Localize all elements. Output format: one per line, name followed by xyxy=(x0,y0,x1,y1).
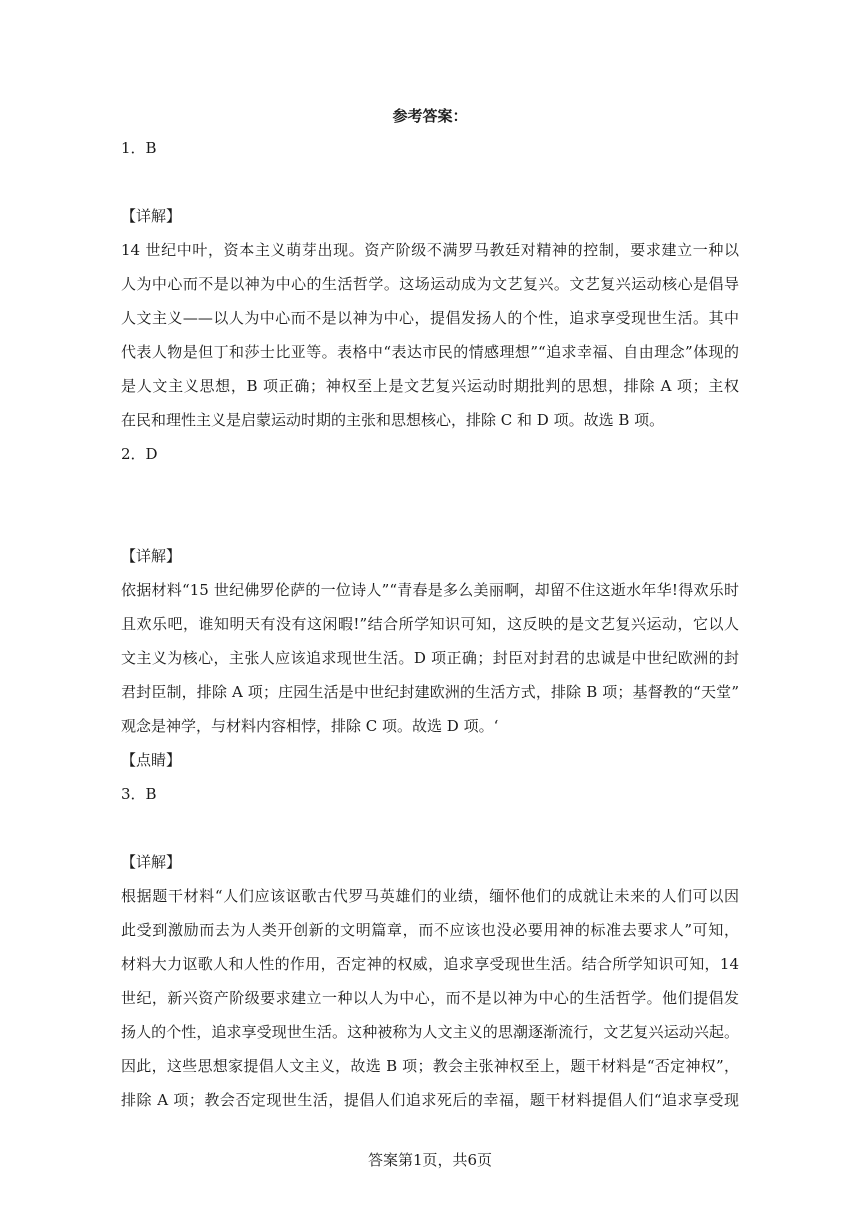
explanation-line: 是人文主义思想，B 项正确；神权至上是文艺复兴运动时期批判的思想，排除 A 项；主权 xyxy=(121,377,739,395)
explanation-line: 人文主义——以人为中心而不是以神为中心，提倡发扬人的个性，追求享受现世生活。其中 xyxy=(121,309,739,327)
explanation-line: 世纪，新兴资产阶级要求建立一种以人为中心，而不是以神为中心的生活哲学。他们提倡发 xyxy=(121,989,739,1007)
explanation-line: 且欢乐吧，谁知明天有没有这闲暇!”结合所学知识可知，这反映的是文艺复兴运动，它以人 xyxy=(121,615,739,633)
explanation-line: 在民和理性主义是启蒙运动时期的主张和思想核心，排除 C 和 D 项。故选 B 项。 xyxy=(121,411,665,429)
spacer xyxy=(121,811,739,845)
section-label-detail: 【详解】 xyxy=(121,207,182,225)
explanation-line: 文主义为核心，主张人应该追求现世生活。D 项正确；封臣对封君的忠诚是中世纪欧洲的封 xyxy=(121,649,739,667)
explanation-line: 因此，这些思想家提倡人文主义，故选 B 项；教会主张神权至上，题干材料是“否定神权”， xyxy=(121,1057,739,1075)
explanation-line: 此受到激励而去为人类开创新的文明篇章，而不应该也没必要用神的标准去要求人”可知， xyxy=(121,921,739,939)
explanation-line: 人为中心而不是以神为中心的生活哲学。这场运动成为文艺复兴。文艺复兴运动核心是倡导 xyxy=(121,275,739,293)
answer-number: 1．B xyxy=(121,139,157,157)
explanation-line: 君封臣制，排除 A 项；庄园生活是中世纪封建欧洲的生活方式，排除 B 项；基督教的“天堂” xyxy=(121,683,739,701)
page-title: 参考答案： xyxy=(392,107,468,125)
answer-number: 3．B xyxy=(121,785,157,803)
explanation-line: 材料大力讴歌人和人性的作用，否定神的权威，追求享受现世生活。结合所学知识可知，14 xyxy=(121,955,739,973)
section-label-detail: 【详解】 xyxy=(121,853,182,871)
explanation-line: 扬人的个性，追求享受现世生活。这种被称为人文主义的思潮逐渐流行，文艺复兴运动兴起。 xyxy=(121,1023,739,1041)
explanation-line: 观念是神学，与材料内容相悖，排除 C 项。故选 D 项。‘ xyxy=(121,717,499,735)
answer-number: 2．D xyxy=(121,445,158,463)
explanation-line: 根据题干材料“人们应该讴歌古代罗马英雄们的业绩，缅怀他们的成就让未来的人们可以因 xyxy=(121,887,739,905)
section-label-note: 【点睛】 xyxy=(121,751,182,769)
explanation-line: 代表人物是但丁和莎士比亚等。表格中“表达市民的情感理想”“追求幸福、自由理念”体现的 xyxy=(121,343,739,361)
page-footer: 答案第1页，共6页 xyxy=(367,1151,493,1169)
explanation-line: 排除 A 项；教会否定现世生活，提倡人们追求死后的幸福，题干材料提倡人们“追求享受现 xyxy=(121,1091,739,1109)
section-label-detail: 【详解】 xyxy=(121,547,182,565)
explanation-line: 14 世纪中叶，资本主义萌芽出现。资产阶级不满罗马教廷对精神的控制，要求建立一种以 xyxy=(121,241,739,259)
spacer xyxy=(121,165,739,199)
spacer xyxy=(121,471,739,539)
answer-content xyxy=(121,131,739,1117)
explanation-line: 依据材料“15 世纪佛罗伦萨的一位诗人”“青春是多么美丽啊，却留不住这逝水年华!得欢乐时 xyxy=(121,581,739,599)
